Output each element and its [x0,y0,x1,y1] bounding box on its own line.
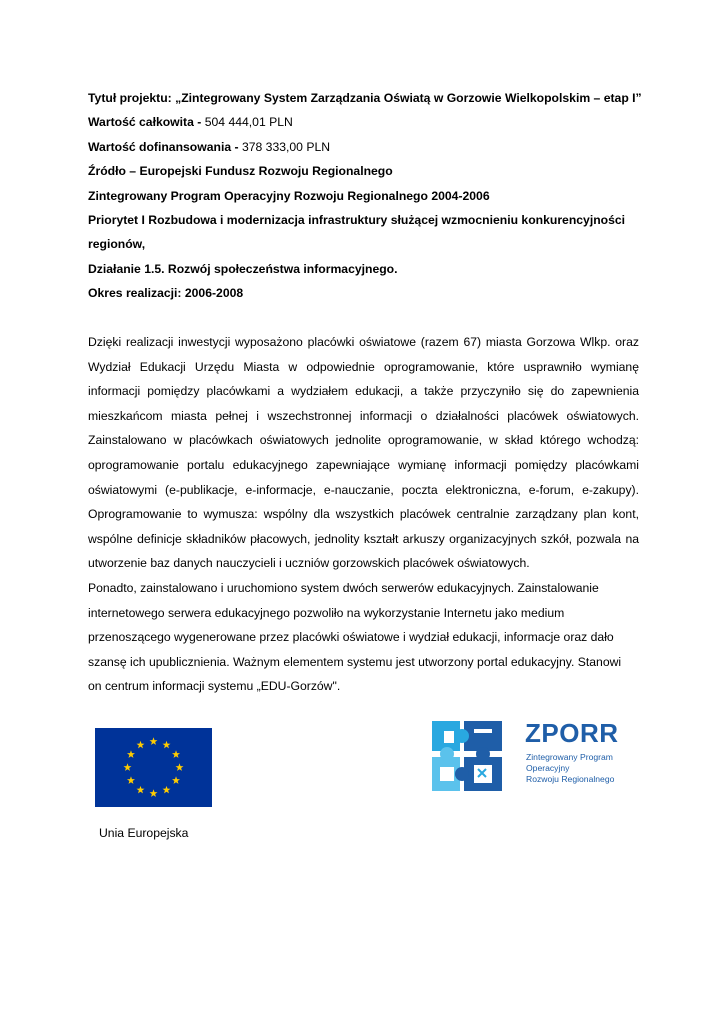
body-line: informacji pomiędzy placówkami a wydziałem edukacji, a także przyczyniło się do zapewnienia [88,384,639,399]
body-paragraphs [88,330,639,699]
body-line: utworzenie baz danych nauczycieli i uczniów gorzowskich placówek oświatowych. [88,556,530,571]
action-line: Działanie 1.5. Rozwój społeczeństwa informacyjnego. [88,261,398,276]
body-line: on centrum informacji systemu „EDU-Gorzów". [88,679,341,694]
puzzle-knob [476,747,490,761]
total-value-line [88,110,648,134]
priority-line-1: Priorytet I Rozbudowa i modernizacja infrastruktury służącej wzmocnieniu konkurencyjności [88,213,626,228]
zporr-subtitle-line-1: Zintegrowany Program [526,752,613,762]
body-line: Oprogramowanie to wymusza: wspólny dla wszystkich placówek centralnie zarządzany plan kont, [88,507,639,522]
puzzle-piece-dark-top [464,721,502,751]
zporr-subtitle-line-3: Rozwoju Regionalnego [526,774,615,784]
body-line: internetowego serwera edukacyjnego pozwoliło na wykorzystanie Internetu jako medium [88,605,565,620]
zporr-puzzle-logo [430,717,505,795]
total-value: 504 444,01 PLN [201,115,293,130]
cofinancing-line [88,135,648,159]
body-line: Dzięki realizacji inwestycji wyposażono placówki oświatowe (razem 67) miasta Gorzowa Wlkp. oraz [88,335,639,349]
eu-caption: Unia Europejska [99,826,189,840]
body-line: Wydział Edukacji Urzędu Miasta w odpowiednie oprogramowanie, które usprawniło wymianę [88,359,639,374]
zporr-subtitle [526,752,614,785]
project-header [88,86,648,306]
body-line: oprogramowanie portalu edukacyjnego zapewniające wymianę informacji pomiędzy placówkami [88,457,639,472]
body-line: wspólne definicje składników płacowych, jednolity kształt arkuszy organizacyjnych szkół, pozwala na [88,531,639,546]
puzzle-knob [455,729,469,743]
puzzle-knob [455,767,469,781]
total-label: Wartość całkowita - [88,115,202,130]
body-line: szansę ich upublicznienia. Ważnym elementem systemu jest utworzony portal edukacyjny. Stanowi [88,654,622,669]
zporr-title: ZPORR [525,718,619,748]
zporr-subtitle-line-2: Operacyjny [526,763,570,773]
body-line: przenoszącego wygenerowane przez placówki oświatowe i wydział edukacji, informacje oraz dało [88,630,614,645]
body-line: oświatowymi (e-publikacje, e-informacje, e-nauczanie, poczta elektroniczna, e-forum, e-zakupy). [88,482,639,497]
body-line: Ponadto, zainstalowano i uruchomiono system dwóch serwerów edukacyjnych. Zainstalowanie [88,580,599,595]
body-line: mieszkańcom miasta pełnej i wszechstronnej informacji o działalności placówek oświatowych. [88,408,639,423]
funding-source: Źródło – Europejski Fundusz Rozwoju Regionalnego [88,164,393,179]
program-name: Zintegrowany Program Operacyjny Rozwoju Regionalnego 2004-2006 [88,188,490,203]
priority-line-2: regionów, [88,237,146,252]
body-line: Zainstalowano w placówkach oświatowych jednolite oprogramowanie, w skład którego wchodzą: [88,433,639,448]
period-line: Okres realizacji: 2006-2008 [88,286,244,301]
project-title: Tytuł projektu: „Zintegrowany System Zarządzania Oświatą w Gorzowie Wielkopolskim – etap I” [88,91,642,105]
cofinancing-value: 378 333,00 PLN [238,139,331,154]
puzzle-knob [440,747,454,761]
eu-flag-logo [95,728,212,807]
cofinancing-label: Wartość dofinansowania - [88,139,239,154]
